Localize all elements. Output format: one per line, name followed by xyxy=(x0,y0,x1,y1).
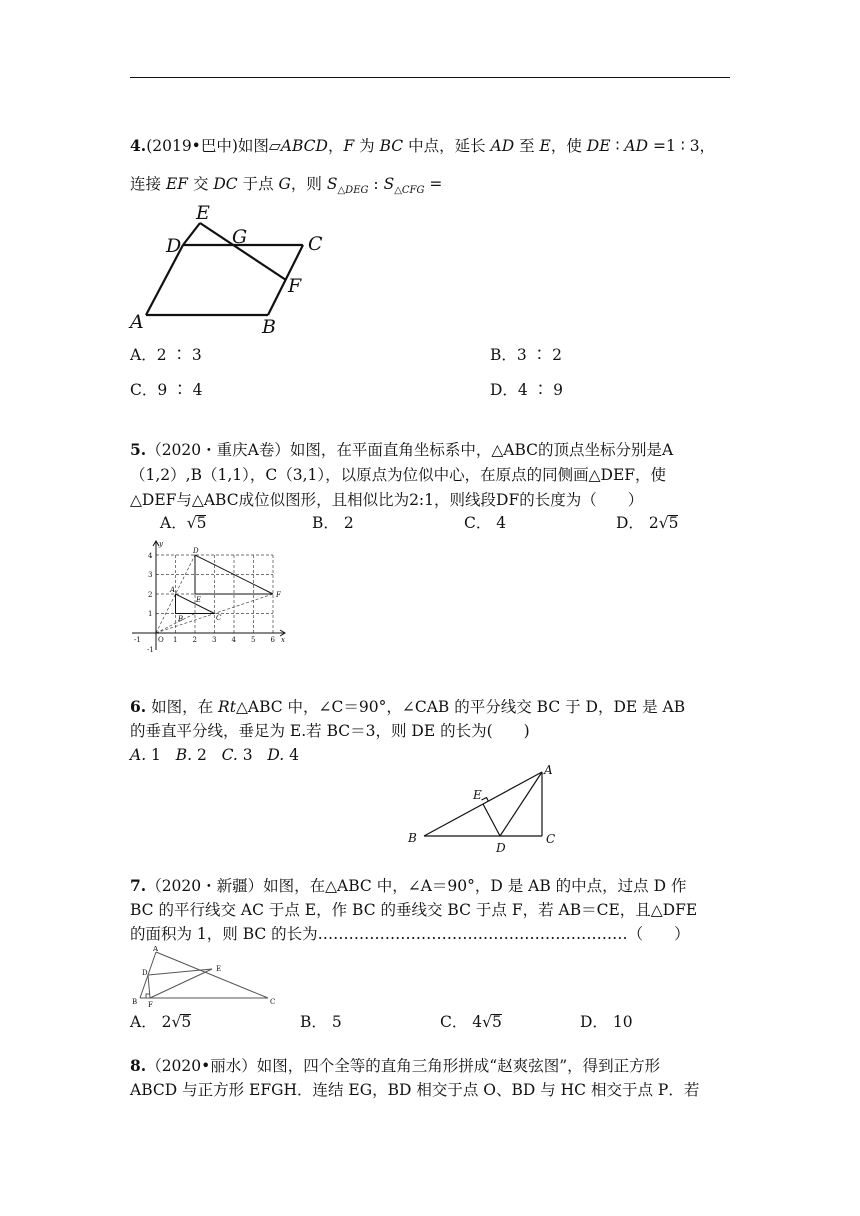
q7-line3: 的面积为 1，则 BC 的长为……………………………………………………（ ） xyxy=(130,925,690,943)
q4-abcd: ABCD xyxy=(280,137,328,155)
q4-text-f: ，使 xyxy=(550,137,587,155)
q7-opt-a-prefix: A． 2 xyxy=(130,1013,172,1031)
q5-line2: （1,2）,B（1,1），C（3,1），以原点为位似中心，在原点的同侧画△DEF，使 xyxy=(130,466,667,484)
q7-number: 7. xyxy=(130,876,147,895)
q4-number: 4. xyxy=(130,136,147,155)
q4-option-a: A．2 ∶ 3 xyxy=(130,346,202,364)
q7-label-d: D xyxy=(142,969,148,977)
q4-s2-sub: △CFG xyxy=(394,185,425,196)
q6-label-e: E xyxy=(473,788,482,802)
q5-axis-y-label: y xyxy=(159,540,163,548)
q6-opt-c-value: 3 xyxy=(237,746,253,764)
q6-label-b: B xyxy=(408,831,417,845)
q7-option-a: A． 2√5 xyxy=(130,1013,192,1031)
q4-bc: BC xyxy=(379,137,404,155)
q6-line2: 的垂直平分线，垂足为 E.若 BC＝3，则 DE 的长为( ) xyxy=(130,722,530,740)
q5-label-c: C xyxy=(216,614,222,622)
q5-label-b: B xyxy=(178,615,184,623)
q6-label-c: C xyxy=(546,832,556,846)
q4-s-colon: : xyxy=(368,175,384,193)
q7-option-b: B． 5 xyxy=(300,1013,342,1031)
q5-label-d: D xyxy=(193,547,199,555)
q5-tick-y-4: 4 xyxy=(148,552,153,560)
q6-rt: Rt xyxy=(218,698,236,716)
q5-tick-x-6: 6 xyxy=(270,636,275,644)
q6-label-a: A xyxy=(544,763,553,777)
q4-line2-a: 连接 xyxy=(130,175,166,193)
q5-axis-x-label: x xyxy=(281,636,285,644)
q6-opt-b-value: 2 xyxy=(192,746,207,764)
q5-line3: △DEF与△ABC成位似图形，且相似比为2:1，则线段DF的长度为（ ） xyxy=(130,491,644,509)
q4-e: E xyxy=(539,137,551,155)
q4-text-d: 中点，延长 xyxy=(403,137,491,155)
q5-opt-a-radicand: 5 xyxy=(196,514,207,532)
q7-opt-c-radicand: 5 xyxy=(492,1013,502,1031)
q4-text-e: 至 xyxy=(514,137,540,155)
q4-label-e: E xyxy=(196,202,210,224)
q5-tick-x-5: 5 xyxy=(251,636,256,644)
q5-tick-y-neg1: -1 xyxy=(147,646,154,654)
q5-tick-y-3: 3 xyxy=(148,571,153,579)
q4-text-a: 如图▱ xyxy=(237,137,281,155)
q5-tick-x-1: 1 xyxy=(173,636,178,644)
q5-tick-origin: O xyxy=(158,636,164,644)
q6-opt-a-value: 1 xyxy=(146,746,161,764)
q4-text-b: ， xyxy=(327,137,344,155)
q5-tick-y-1: 1 xyxy=(148,610,153,618)
q4-text-c: 为 xyxy=(354,137,380,155)
q5-option-c: C． 4 xyxy=(464,514,507,532)
q5-tick-x-2: 2 xyxy=(192,636,197,644)
q5-opt-a-prefix: A． xyxy=(160,514,187,532)
q6-number: 6. xyxy=(130,697,147,716)
q7-line2: BC 的平行线交 AC 于点 E，作 BC 的垂线交 BC 于点 F，若 AB＝CE，且△DFE xyxy=(130,901,698,919)
q5-tick-y-2: 2 xyxy=(148,591,153,599)
q7-label-b: B xyxy=(132,998,138,1006)
q7-label-c: C xyxy=(270,998,276,1006)
q4-label-d: D xyxy=(166,235,182,257)
q8-line1-text: （2020•丽水）如图，四个全等的直角三角形拼成“赵爽弦图”，得到正方形 xyxy=(146,1057,661,1075)
q4-s2: S xyxy=(383,175,395,193)
q4-s1-sub: △DEG xyxy=(337,185,369,196)
q4-ratio-value: =1 ∶ 3， xyxy=(648,137,716,155)
q4-s-eq: = xyxy=(424,175,443,193)
q4-label-b: B xyxy=(262,316,276,335)
header-rule xyxy=(130,77,730,78)
q6-opt-b-label: B. xyxy=(175,746,193,764)
q7-option-d: D． 10 xyxy=(580,1013,633,1031)
q4-f: F xyxy=(343,137,355,155)
q5-line1 xyxy=(130,440,673,460)
q5-label-a: A xyxy=(170,586,176,594)
q4-line2 xyxy=(130,174,442,201)
q4-g: G xyxy=(278,175,291,193)
q5-tick-x-4: 4 xyxy=(231,636,236,644)
q5-option-b: B． 2 xyxy=(312,514,354,532)
q4-line2-b: 交 xyxy=(188,175,214,193)
q8-number: 8. xyxy=(130,1056,147,1075)
q7-label-f: F xyxy=(148,1001,153,1008)
q6-opt-d-label: D. xyxy=(267,746,285,764)
q6-figure xyxy=(402,760,572,856)
q6-opt-a-label: A. xyxy=(130,746,147,764)
q4-figure xyxy=(128,200,338,335)
q4-label-a: A xyxy=(130,311,144,333)
q4-line2-c: 于点 xyxy=(237,175,279,193)
q6-label-d: D xyxy=(496,841,506,855)
q4-de: DE xyxy=(586,137,611,155)
q7-line1 xyxy=(130,876,686,896)
q4-ef: EF xyxy=(165,175,189,193)
q5-opt-d-radicand: 5 xyxy=(668,514,679,532)
q6-opt-d-value: 4 xyxy=(284,746,300,764)
q5-label-f: F xyxy=(276,591,281,599)
q5-opt-d-prefix: D． 2 xyxy=(616,514,659,532)
q4-ad: AD xyxy=(490,137,515,155)
q7-option-c: C． 4√5 xyxy=(440,1013,502,1031)
q6-opt-c-label: C. xyxy=(221,746,238,764)
q4-option-d: D．4 ∶ 9 xyxy=(490,381,564,399)
q5-line1-text: （2020・重庆A卷）如图，在平面直角坐标系中，△ABC的顶点坐标分别是A xyxy=(146,441,674,459)
q4-option-c: C．9 ∶ 4 xyxy=(130,381,203,399)
q7-opt-c-prefix: C． 4 xyxy=(440,1013,483,1031)
q4-label-g: G xyxy=(232,226,248,248)
q5-option-d: D． 2√5 xyxy=(616,514,679,532)
q4-s1: S xyxy=(326,175,338,193)
q4-source: (2019•巴中) xyxy=(146,137,238,155)
q7-figure xyxy=(128,946,283,1008)
q4-line2-d: ，则 xyxy=(290,175,327,193)
q4-label-f: F xyxy=(288,275,302,297)
q7-label-e: E xyxy=(216,965,222,973)
q4-line1 xyxy=(130,136,715,156)
q5-option-a: A．√5 xyxy=(160,514,207,532)
q8-line1 xyxy=(130,1056,660,1076)
q4-option-b: B．3 ∶ 2 xyxy=(490,346,562,364)
q7-line1-text: （2020・新疆）如图，在△ABC 中，∠A＝90°，D 是 AB 的中点，过点 D 作 xyxy=(146,877,687,895)
q4-ad2: AD xyxy=(624,137,649,155)
q5-tick-x-neg1: -1 xyxy=(134,636,141,644)
q6-options xyxy=(130,745,299,765)
q5-label-e: E xyxy=(196,596,202,604)
q4-ratio-colon: ∶ xyxy=(610,137,625,155)
q6-line1-a: 如图，在 xyxy=(146,698,219,716)
q5-tick-x-3: 3 xyxy=(212,636,217,644)
q4-label-c: C xyxy=(308,233,323,255)
q4-dc: DC xyxy=(213,175,238,193)
q5-number: 5. xyxy=(130,440,147,459)
q7-opt-a-radicand: 5 xyxy=(181,1013,192,1031)
q8-line2: ABCD 与正方形 EFGH．连结 EG，BD 相交于点 O、BD 与 HC 相交于点 P．若 xyxy=(130,1081,700,1099)
q6-line1-b: △ABC 中，∠C＝90°，∠CAB 的平分线交 BC 于 D，DE 是 AB xyxy=(235,698,686,716)
q7-label-a: A xyxy=(153,946,159,953)
q6-line1 xyxy=(130,697,685,717)
q5-figure xyxy=(128,538,290,658)
